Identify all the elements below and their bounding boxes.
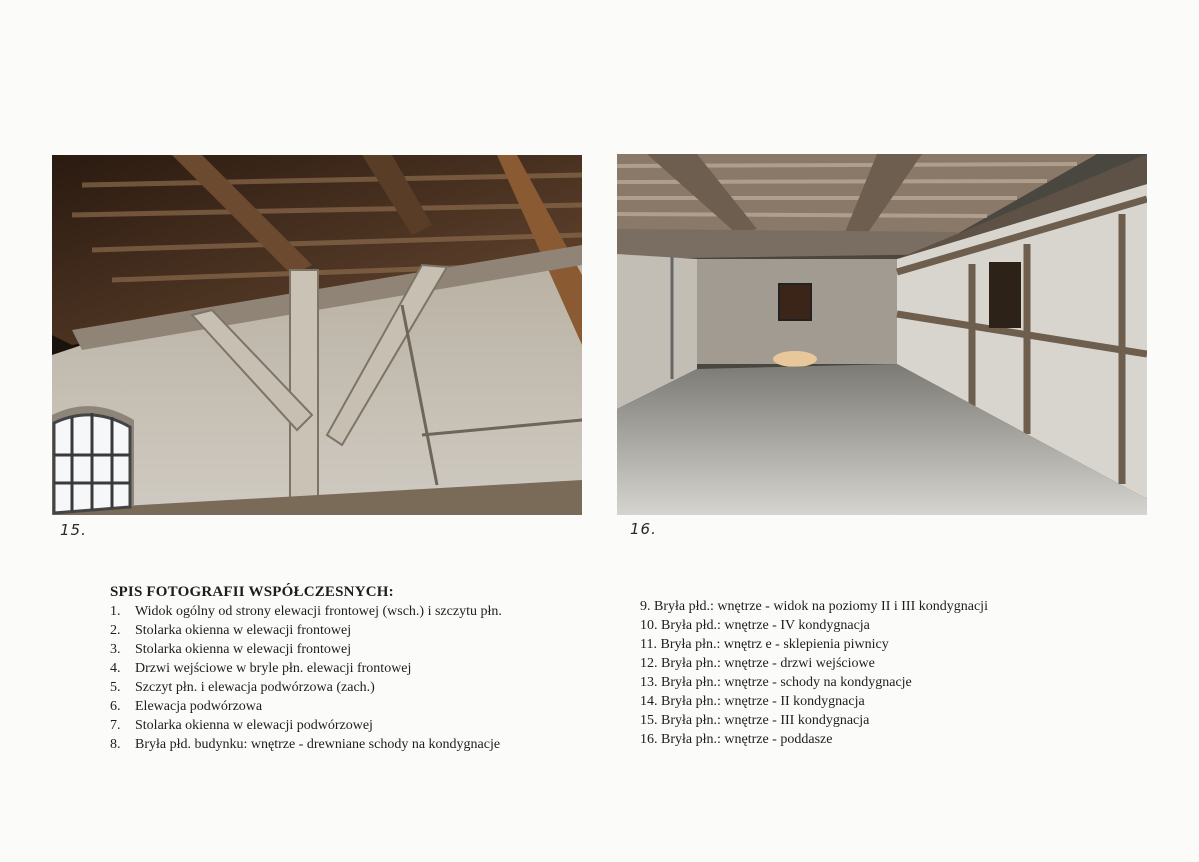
list-item: 11. Bryła płn.: wnętrz e - sklepienia piwnicy — [640, 637, 889, 652]
item-text: Stolarka okienna w elewacji frontowej — [135, 623, 352, 638]
list-item: 10. Bryła płd.: wnętrze - IV kondygnacja — [640, 618, 870, 633]
item-text: Drzwi wejściowe w bryle płn. elewacji frontowej — [135, 661, 412, 676]
item-number: 2. — [110, 623, 121, 638]
item-text: Bryła płd. budynku: wnętrze - drewniane schody na kondygnacje — [135, 737, 501, 752]
list-item — [110, 735, 502, 754]
list-item: 12. Bryła płn.: wnętrze - drzwi wejściowe — [640, 656, 875, 671]
item-number: 1. — [110, 604, 121, 619]
list-item: 9. Bryła płd.: wnętrze - widok na poziomy II i III kondygnacji — [640, 599, 988, 614]
item-text: Szczyt płn. i elewacja podwórzowa (zach.) — [135, 680, 375, 695]
list-heading: SPIS FOTOGRAFII WSPÓŁCZESNYCH: — [110, 584, 394, 600]
item-number: 5. — [110, 680, 121, 695]
list-item: 16. Bryła płn.: wnętrze - poddasze — [640, 732, 833, 747]
list-item — [110, 621, 502, 640]
photo-number-15: 15. — [60, 521, 87, 539]
item-number: 6. — [110, 699, 121, 714]
list-item: 15. Bryła płn.: wnętrze - III kondygnacja — [640, 713, 870, 728]
item-text: Widok ogólny od strony elewacji frontowej (wsch.) i szczytu płn. — [135, 604, 502, 619]
item-number: 3. — [110, 642, 121, 657]
list-item — [110, 659, 502, 678]
item-number: 4. — [110, 661, 121, 676]
photo-16 — [617, 154, 1147, 515]
item-text: Elewacja podwórzowa — [135, 699, 263, 714]
list-item: 14. Bryła płn.: wnętrze - II kondygnacja — [640, 694, 865, 709]
list-item — [110, 640, 502, 659]
list-item — [110, 716, 502, 735]
item-number: 7. — [110, 718, 121, 733]
photo-15 — [52, 155, 582, 515]
item-number: 8. — [110, 737, 121, 752]
list-item — [110, 678, 502, 697]
list-item — [110, 602, 502, 621]
list-item: 13. Bryła płn.: wnętrze - schody na kondygnacje — [640, 675, 912, 690]
photo-list-left — [110, 602, 502, 754]
list-item — [110, 697, 502, 716]
item-text: Stolarka okienna w elewacji frontowej — [135, 642, 352, 657]
photo-number-16: 16. — [630, 520, 657, 538]
photo-list-right — [640, 597, 988, 749]
item-text: Stolarka okienna w elewacji podwórzowej — [135, 718, 373, 733]
